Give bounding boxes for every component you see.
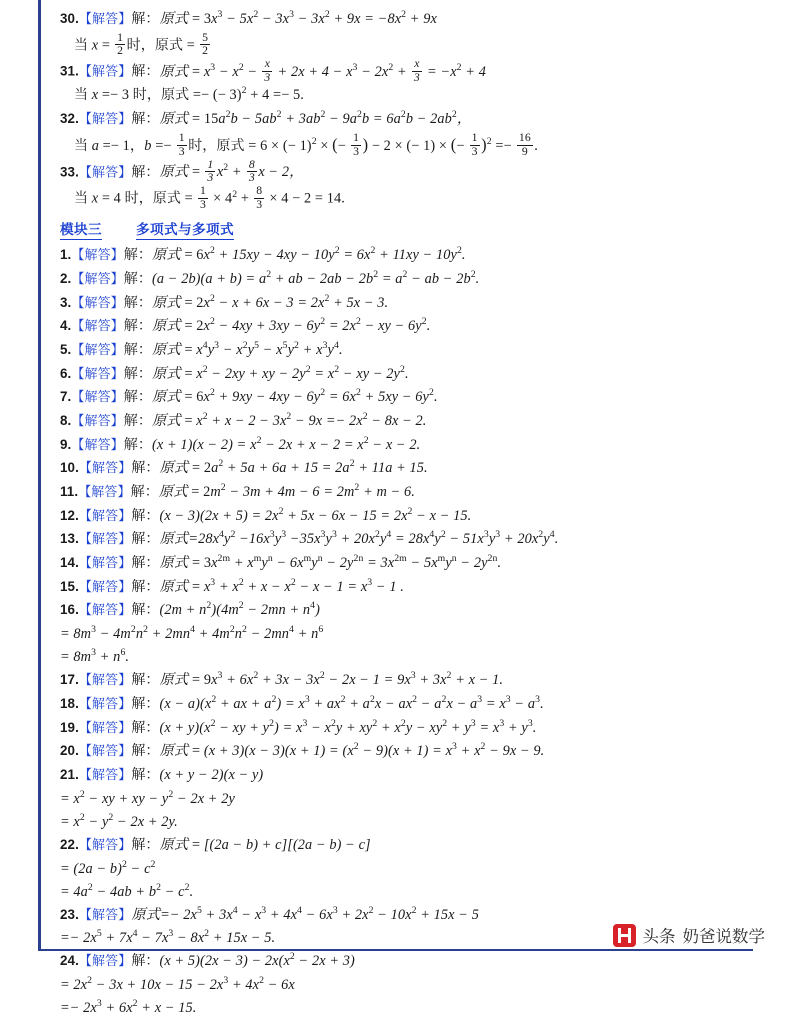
answer-line: 21.【解答】解：(x + y − 2)(x − y) [60, 767, 264, 784]
answer-line: 20.【解答】解：原式 = $(x + 3)(x - 3)(x + 1) = (x^2 - 9)(x + 1) = x^3 + x^2 - 9x - 9$. [60, 741, 545, 760]
answer-line: =− $2x^3 + 6x^2 + x - 15$. [60, 998, 197, 1017]
answer-line: 33.【解答】解：原式 = $\frac{1}{3}$ $x^2$ + $\frac{8}{3}$ x − 2， [60, 157, 304, 185]
answer-line: 14.【解答】解：原式 = $3x^{2m} + x^my^n - 6x^my^n - 2y^{2n} = 3x^{2m} - 5x^my^n - 2y^{2n}$. [60, 553, 502, 572]
section-heading [60, 218, 765, 240]
answer-line: 1.【解答】解：原式 = $6x^2 + 15xy - 4xy - 10y^2 = 6x^2 + 11xy - 10y^2$. [60, 245, 466, 264]
answer-line: 4.【解答】解：原式 = $2x^2 - 4xy + 3xy - 6y^2 = 2x^2$ − xy − $6y^2$. [60, 316, 431, 335]
answer-line: = $8m^3 + n^6$. [60, 647, 130, 666]
toutiao-logo-icon [613, 924, 636, 947]
answer-line: = $2x^2 - 3x + 10x - 15 - 2x^3 + 4x^2 - 6x$ [60, 975, 295, 994]
watermark [613, 923, 766, 947]
answer-line: 23.【解答】原式=− $2x^5 + 3x^4 - x^3 + 4x^4 - 6x^3 + 2x^2 - 10x^2 + 15x - 5$ [60, 905, 479, 924]
answer-line: 22.【解答】解：原式 = [(2a − b) + c][(2a − b) − c] [60, 837, 371, 854]
answer-line: 10.【解答】解：原式 = $2a^2 + 5a + 6a + 15 = 2a^2 + 11a + 15$. [60, 458, 428, 477]
answer-line: 31.【解答】解：原式 = $x^3 - x^2$ − $\frac{x}{3}$ + $2x + 4 - x^3 - 2x^2$ + $\frac{x}{3}$ = $-x^2 + 4$ [60, 57, 486, 84]
answer-line: 当 x = 4 时，原式 = $\frac{1}{3}$ × $4^2$ + $\frac{8}{3}$ × 4 − 2 = 14. [74, 183, 345, 211]
answer-line: 5.【解答】解：原式 = $x^4y^3 - x^2y^5 - x^5y^2 + x^3y^4$. [60, 340, 343, 358]
answers-content [60, 8, 765, 1020]
watermark-account: 奶爸说数学 [682, 928, 765, 946]
answer-line: 6.【解答】解：原式 = $x^2 - 2xy$ + xy − $2y^2 = x^2$ − xy − $2y^2$. [60, 363, 409, 382]
answer-line: 当 a =− 1，b =− $\frac{1}{3}$ 时，原式 = 6 × (− 1)$^2$ × (− $\frac{1}{3}$ ) − 2 × (− 1) × (− $\frac{1}{3}$ )$^2$ =− $\frac{16}{9}$ . [74, 131, 538, 158]
answer-line: 16.【解答】解：$(2m + n^2)(4m^2 - 2mn + n^4)$ [60, 600, 320, 619]
answer-line: 8.【解答】解：原式 = $x^2 + x - 2 - 3x^2 - 9x =- 2x^2 - 8x - 2$. [60, 411, 427, 430]
answer-line: = $x^2 - y^2 - 2x + 2y$. [60, 812, 178, 830]
answer-line: 7.【解答】解：原式 = $6x^2 + 9xy - 4xy - 6y^2 = 6x^2 + 5xy - 6y^2$. [60, 387, 438, 406]
answer-line: 9.【解答】解：$(x + 1)(x - 2) = x^2 - 2x + x - 2 = x^2 - x - 2$. [60, 434, 421, 453]
answer-line: = $4a^2 - 4ab + b^2 - c^2$. [60, 882, 194, 900]
answer-line: 18.【解答】解：$(x - a)(x^2$ + ax + $a^2) = x^3 + ax^2 + a^2x - ax^2 - a^2x - a^3 = x^3 - a^3$. [60, 694, 544, 713]
section-title: 多项式与多项式 [136, 218, 234, 240]
answer-line: 19.【解答】解：$(x + y)(x^2$ − xy + $y^2) = x^3 - x^2y + xy^2 + x^2y - xy^2 + y^3 = x^3 + y^3$. [60, 717, 537, 736]
answer-line: 当 x = $\frac{1}{2}$ 时，原式 = $\frac{5}{2}$ [74, 30, 209, 58]
answer-line: 32.【解答】解：原式 = $15a^2b - 5ab^2 + 3ab^2 - 9a^2b = 6a^2b - 2ab^2$， [60, 109, 472, 128]
answer-line: 13.【解答】解：原式$=28x^4y^2 -16x^3y^3 -35x^3y^3 + 20x^2y^4 = 28x^4y^2 - 51x^3y^3 + 20x^2y^4$. [60, 529, 559, 548]
answer-line: = $(2a - b)^2 - c^2$ [60, 858, 156, 877]
answer-line: 2.【解答】解：$(a - 2b)(a + b) = a^2$ + ab − $2ab - 2b^2 = a^2$ − ab − $2b^2$. [60, 269, 480, 287]
answer-line: 11.【解答】解：原式 = $2m^2 - 3m + 4m - 6 = 2m^2 + m - 6$. [60, 482, 415, 501]
section-module: 模块三 [60, 218, 102, 240]
answer-line: 30.【解答】解：原式 = $3x^3 - 5x^2 - 3x^3 - 3x^2 + 9x = -8x^2 + 9x$ [60, 9, 437, 27]
watermark-brand: 头条 [642, 928, 676, 946]
answer-line: =− $2x^5 + 7x^4 - 7x^3 - 8x^2 + 15x - 5$. [60, 928, 276, 947]
answer-line: = $x^2$ − xy + xy − $y^2 - 2x + 2y$ [60, 788, 235, 807]
left-border-rule [38, 0, 41, 951]
answer-line: 当 x =− 3 时，原式 =− (− 3)$^2$ + 4 =− 5. [74, 85, 304, 104]
answer-line: = $8m^3 - 4m^2n^2 + 2mn^4 + 4m^2n^2 - 2mn^4 + n^6$ [60, 624, 324, 643]
answer-line: 12.【解答】解：$(x - 3)(2x + 5) = 2x^2 + 5x - 6x - 15 = 2x^2 - x - 15$. [60, 505, 472, 524]
answer-line: 3.【解答】解：原式 = $2x^2 - x + 6x - 3 = 2x^2 + 5x - 3$. [60, 292, 389, 311]
answer-line: 24.【解答】解：$(x + 5)(2x - 3) - 2x(x^2 - 2x + 3)$ [60, 951, 355, 970]
answer-line: 15.【解答】解：原式 = $x^3 + x^2 + x - x^2 - x - 1 = x^3 - 1$ . [60, 576, 404, 595]
answer-line: 17.【解答】解：原式 = $9x^3 + 6x^2 + 3x - 3x^2 - 2x - 1 = 9x^3 + 3x^2 + x - 1$. [60, 670, 504, 689]
